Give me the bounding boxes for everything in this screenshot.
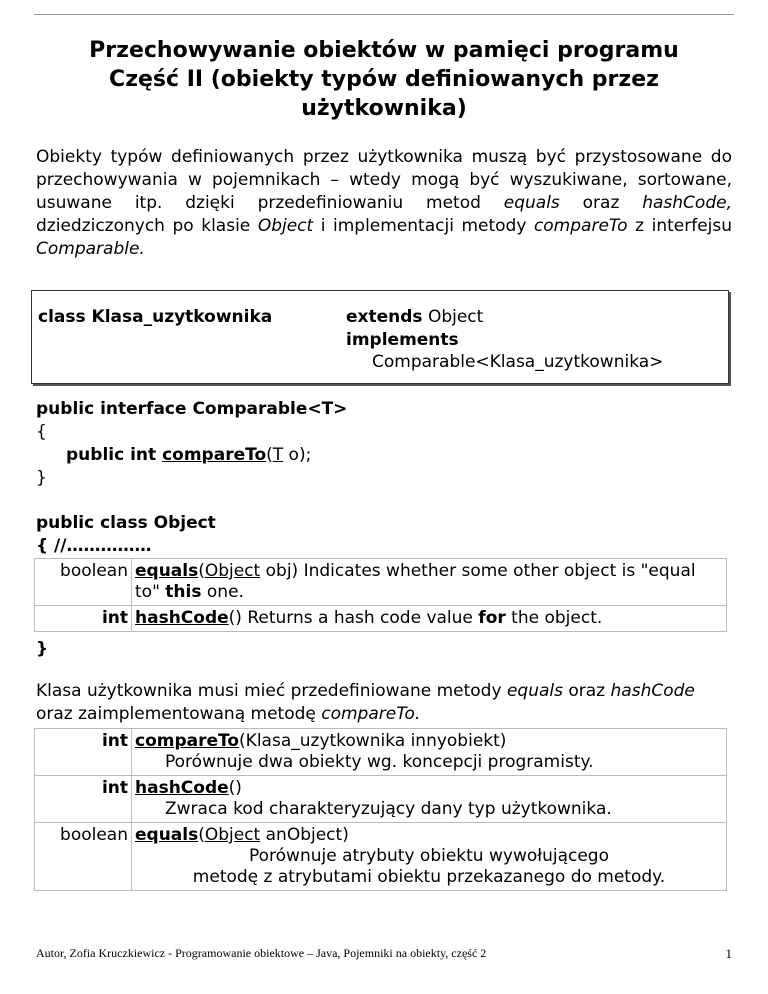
method-text: ( <box>198 561 205 581</box>
intro-text: oraz <box>559 193 643 213</box>
intro-comparable: Comparable. <box>36 239 145 259</box>
title-line-2: Część II (obiekty typów definiowanych przez <box>109 67 659 92</box>
intro-text: z interfejsu <box>627 216 733 236</box>
extends-keyword: extends <box>346 307 423 327</box>
requirements-paragraph <box>36 680 732 726</box>
method-signature: anObject) <box>260 825 349 845</box>
interface-header: public interface Comparable<T> <box>36 399 348 419</box>
method-cell <box>132 823 727 891</box>
class-name: class Klasa_uzytkownika <box>38 307 273 327</box>
method-signature: ( <box>198 825 205 845</box>
table-row <box>35 559 727 606</box>
table-row <box>35 606 727 632</box>
para-text: oraz <box>562 681 611 701</box>
comparable-type: Comparable<Klasa_uzytkownika> <box>372 352 664 372</box>
method-description: Zwraca kod charakteryzujący dany typ użytkownika. <box>165 799 612 819</box>
method-description: metodę z atrybutami obiektu przekazanego do metody. <box>192 867 666 887</box>
method-signature: (Klasa_uzytkownika innyobiekt) <box>239 731 507 751</box>
intro-text: Obiekty typów definiowanych przez użytkownika muszą być przystosowane do przechowywania w pojemnikach – wtedy mogą być wyszukiwane, sortowane, usuwane itp. dzięki przedefiniowaniu metod <box>36 147 732 213</box>
para-equals: equals <box>506 681 563 701</box>
param-type-link[interactable]: T <box>272 445 284 465</box>
class-declaration-box <box>31 290 729 384</box>
method-text: () Returns a hash code value <box>228 608 479 628</box>
compareto-declaration <box>36 444 347 467</box>
equals-link[interactable]: equals <box>135 561 199 581</box>
object-class-close: } <box>36 639 49 659</box>
extends-type: Object <box>422 307 484 327</box>
user-methods-table <box>34 728 727 891</box>
extends-clause <box>346 307 483 327</box>
intro-object: Object <box>257 216 314 236</box>
equals-link[interactable]: equals <box>135 825 199 845</box>
compareto-link[interactable]: compareTo <box>135 731 240 751</box>
table-row <box>35 776 727 823</box>
title-line-3: użytkownika) <box>301 96 467 121</box>
return-type: boolean <box>35 823 132 891</box>
method-prefix: public int <box>66 445 163 465</box>
table-row <box>35 823 727 891</box>
para-text: Klasa użytkownika musi mieć przedefiniowane metody <box>36 681 507 701</box>
object-class-open: { //…………… <box>36 536 152 556</box>
table-row <box>35 729 727 776</box>
intro-paragraph <box>36 146 732 261</box>
hashcode-link[interactable]: hashCode <box>135 778 229 798</box>
return-type: int <box>35 606 132 632</box>
param-open: ( <box>266 445 273 465</box>
param-rest: o); <box>283 445 312 465</box>
intro-text: i implementacji metody <box>313 216 534 236</box>
top-rule <box>34 14 734 15</box>
method-description: Porównuje atrybuty obiektu wywołującego <box>248 846 609 866</box>
intro-text: dziedziczonych po klasie <box>36 216 258 236</box>
method-text: one. <box>201 582 244 602</box>
method-signature: () <box>228 778 242 798</box>
object-type-link[interactable]: Object <box>204 561 261 581</box>
keyword-for: for <box>478 608 506 628</box>
object-type-link[interactable]: Object <box>204 825 261 845</box>
para-text: oraz zaimplementowaną metodę <box>36 704 322 724</box>
page-number: 1 <box>725 946 732 961</box>
return-type: boolean <box>35 559 132 606</box>
method-cell <box>132 559 727 606</box>
footer-text: Autor, Zofia Kruczkiewicz - Programowanie obiektowe – Java, Pojemniki na obiekty, część 2 <box>36 946 487 960</box>
object-class-header: public class Object <box>36 513 216 533</box>
title-line-1: Przechowywanie obiektów w pamięci programu <box>89 38 679 63</box>
return-type: int <box>35 729 132 776</box>
method-cell <box>132 729 727 776</box>
hashcode-link[interactable]: hashCode <box>135 608 229 628</box>
intro-compareto: compareTo <box>533 216 628 236</box>
method-text: obj) Indicates whether some other object is "equal to" <box>135 561 696 602</box>
page-title <box>34 36 734 123</box>
intro-equals: equals <box>503 193 560 213</box>
intro-hashcode: hashCode, <box>642 193 732 213</box>
method-cell <box>132 776 727 823</box>
keyword-this: this <box>165 582 202 602</box>
method-cell <box>132 606 727 632</box>
para-hashcode: hashCode <box>610 681 695 701</box>
object-class-code <box>36 512 216 558</box>
return-type: int <box>35 776 132 823</box>
method-text: the object. <box>505 608 603 628</box>
implements-keyword: implements <box>346 330 459 350</box>
close-brace: } <box>36 468 47 488</box>
method-description: Porównuje dwa obiekty wg. koncepcji programisty. <box>165 752 594 772</box>
open-brace: { <box>36 422 47 442</box>
object-methods-table <box>34 558 727 632</box>
para-compareto: compareTo. <box>321 704 421 724</box>
compareto-link[interactable]: compareTo <box>162 445 267 465</box>
comparable-interface-code <box>36 398 347 490</box>
